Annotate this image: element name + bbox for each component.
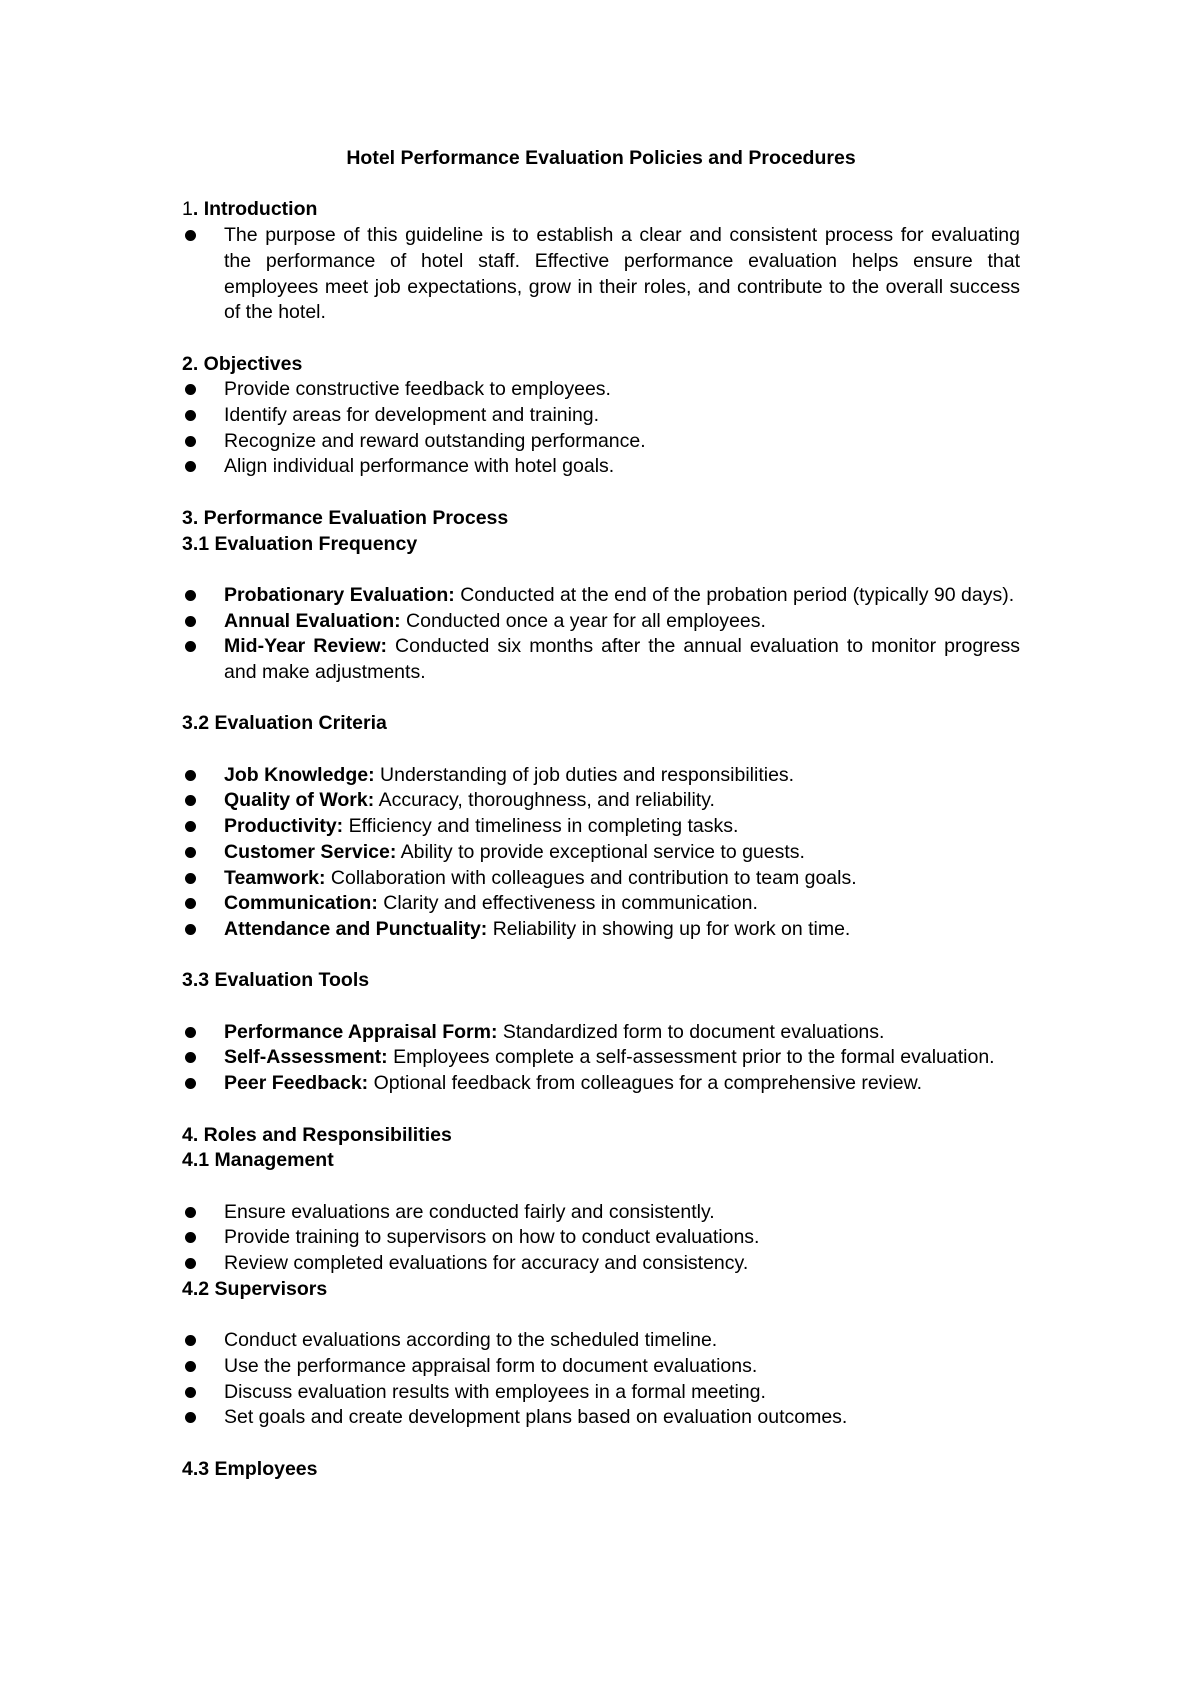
list-item: Review completed evaluations for accuracy and consistency.: [182, 1251, 1020, 1277]
item-text: Conducted six months after the annual evaluation to monitor progress and make adjustments.: [224, 635, 1021, 683]
spacer: [182, 943, 1020, 969]
subsection-heading-employees: 4.3 Employees: [182, 1457, 318, 1480]
document-body: [182, 146, 1020, 1482]
spacer: [182, 1431, 1020, 1457]
item-text: Conducted at the end of the probation period (typically 90 days).: [454, 583, 1015, 606]
list-item: Use the performance appraisal form to document evaluations.: [182, 1354, 1020, 1380]
item-text: Ability to provide exceptional service to guests.: [396, 840, 805, 863]
list-item: Provide constructive feedback to employees.: [182, 377, 1020, 403]
list-item: [182, 788, 1020, 814]
item-text: Employees complete a self-assessment prior to the formal evaluation.: [387, 1046, 995, 1069]
item-term: Communication:: [224, 892, 378, 915]
page-title: Hotel Performance Evaluation Policies and Procedures: [346, 147, 856, 169]
spacer: [182, 326, 1020, 352]
item-term: Job Knowledge:: [224, 763, 375, 786]
section-heading-process: 3. Performance Evaluation Process: [182, 506, 509, 529]
supervisors-list: [182, 1328, 1020, 1431]
list-item: [182, 763, 1020, 789]
list-item: [182, 814, 1020, 840]
subsection-heading-supervisors: 4.2 Supervisors: [182, 1277, 328, 1300]
spacer: [182, 1097, 1020, 1123]
item-term: Performance Appraisal Form:: [224, 1020, 498, 1043]
spacer: [182, 994, 1020, 1020]
introduction-list: [182, 223, 1020, 326]
item-term: Annual Evaluation:: [224, 609, 401, 632]
objectives-list: [182, 377, 1020, 480]
item-term: Customer Service:: [224, 840, 397, 863]
list-item: [182, 866, 1020, 892]
item-text: Reliability in showing up for work on time.: [487, 918, 851, 940]
spacer: [182, 1174, 1020, 1200]
list-item: [182, 634, 1020, 685]
item-text: Accuracy, thoroughness, and reliability.: [374, 789, 715, 812]
subsection-heading-criteria: 3.2 Evaluation Criteria: [182, 712, 387, 735]
list-item: [182, 1020, 1020, 1046]
section-number: 1: [182, 198, 193, 221]
frequency-list: [182, 583, 1020, 686]
subsection-heading-frequency: 3.1 Evaluation Frequency: [182, 532, 418, 555]
criteria-list: [182, 763, 1020, 943]
section-heading-introduction: [182, 197, 1020, 223]
list-item: [182, 917, 1020, 943]
spacer: [182, 480, 1020, 506]
section-heading-text: . Introduction: [192, 198, 318, 221]
list-item: [182, 1071, 1020, 1097]
list-item: Provide training to supervisors on how to conduct evaluations.: [182, 1225, 1020, 1251]
list-item: [182, 1045, 1020, 1071]
spacer: [182, 1302, 1020, 1328]
list-item: The purpose of this guideline is to establish a clear and consistent process for evaluating the performance of hotel staff. Effective performance evaluation helps ensure that employees meet job expectations, grow in their roles, and contribute to the overall success of the hotel.: [182, 223, 1020, 326]
item-term: Self-Assessment:: [224, 1046, 388, 1069]
section-heading-objectives: 2. Objectives: [182, 352, 303, 375]
list-item: Recognize and reward outstanding performance.: [182, 429, 1020, 455]
subsection-heading-management: 4.1 Management: [182, 1149, 334, 1172]
item-text: Clarity and effectiveness in communication.: [377, 892, 758, 915]
management-list: [182, 1200, 1020, 1277]
list-item: Discuss evaluation results with employees in a formal meeting.: [182, 1380, 1020, 1406]
item-text: Efficiency and timeliness in completing tasks.: [343, 815, 739, 838]
list-item: [182, 840, 1020, 866]
item-term: Attendance and Punctuality:: [224, 918, 488, 940]
spacer: [182, 686, 1020, 712]
list-item: Ensure evaluations are conducted fairly and consistently.: [182, 1200, 1020, 1226]
list-item: [182, 891, 1020, 917]
list-item: [182, 583, 1020, 609]
item-term: Quality of Work:: [224, 789, 375, 812]
item-term: Teamwork:: [224, 866, 326, 889]
list-item: Identify areas for development and training.: [182, 403, 1020, 429]
item-term: Productivity:: [224, 815, 344, 838]
item-term: Probationary Evaluation:: [224, 583, 455, 606]
spacer: [182, 557, 1020, 583]
item-text: Collaboration with colleagues and contribution to team goals.: [325, 866, 857, 889]
item-text: Standardized form to document evaluations.: [497, 1020, 885, 1043]
list-item: Conduct evaluations according to the scheduled timeline.: [182, 1328, 1020, 1354]
subsection-heading-tools: 3.3 Evaluation Tools: [182, 969, 370, 992]
list-item: [182, 609, 1020, 635]
list-item: Set goals and create development plans based on evaluation outcomes.: [182, 1405, 1020, 1431]
item-term: Mid-Year Review:: [224, 635, 387, 658]
item-text: Understanding of job duties and responsibilities.: [374, 763, 795, 786]
spacer: [182, 737, 1020, 763]
section-heading-roles: 4. Roles and Responsibilities: [182, 1123, 452, 1146]
tools-list: [182, 1020, 1020, 1097]
item-term: Peer Feedback:: [224, 1072, 369, 1095]
list-item: Align individual performance with hotel goals.: [182, 454, 1020, 480]
item-text: Optional feedback from colleagues for a comprehensive review.: [368, 1072, 923, 1095]
item-text: Conducted once a year for all employees.: [400, 609, 766, 632]
